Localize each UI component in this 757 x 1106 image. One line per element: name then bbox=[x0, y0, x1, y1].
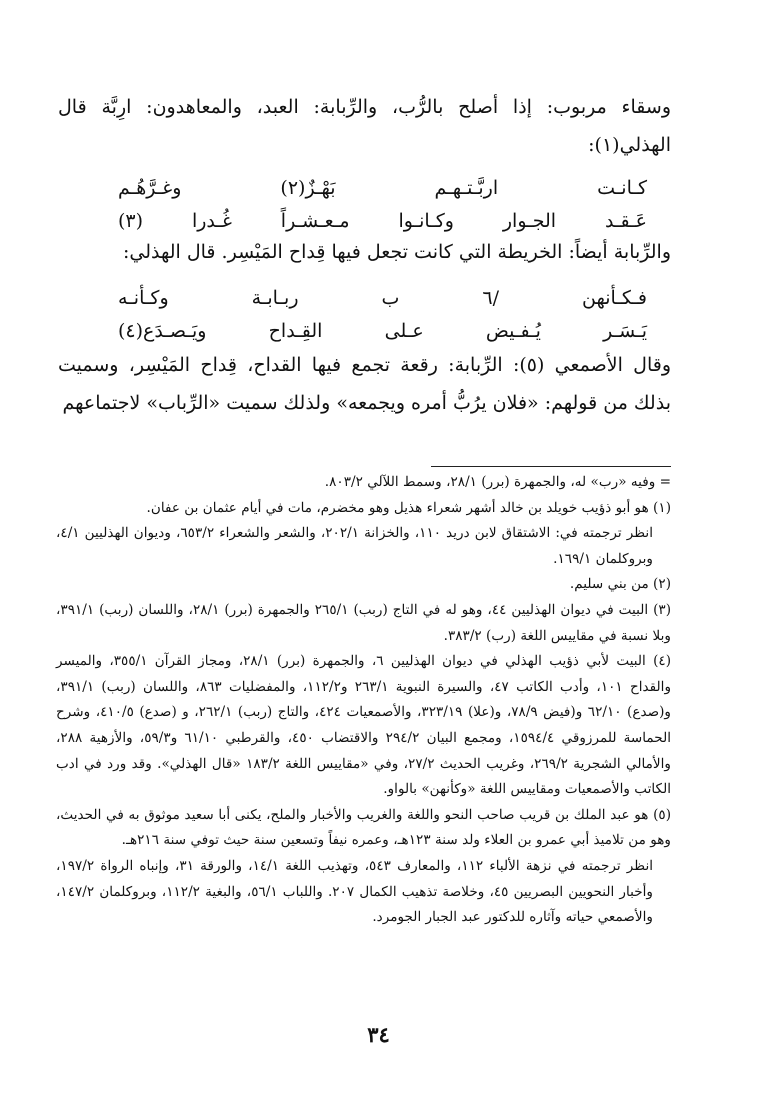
footnote-1-sources: انظر ترجمته في: الاشتقاق لابن دريد ١١٠، والخزانة ٢٠٢/١، والشعر والشعراء ٦٥٣/٢، وديوان الهذليين ٤/١، وبروكلمان ١٦٩/١. bbox=[56, 525, 653, 567]
verse-word: بَهْـزٌ(٢) bbox=[280, 177, 336, 199]
footnote-2: (٢) من بني سليم. bbox=[569, 576, 671, 593]
verse-word: ب bbox=[381, 287, 400, 309]
footnote-separator bbox=[431, 466, 671, 467]
verse-word: وكـأنـه bbox=[118, 287, 169, 309]
verse-word: فـكـأنهن bbox=[581, 287, 647, 309]
page-number: ٣٤ bbox=[367, 1022, 390, 1047]
verse-word: وغـرَّهُـم bbox=[118, 177, 182, 199]
body-paragraph-1: وسقاء مربوب: إذا أصلح بالرُّب، والرِّبابة: العبد، والمعاهدون: ارِبَّة قال الهذلي(١): bbox=[58, 96, 671, 156]
footnote-5-sources: انظر ترجمته في نزهة الألباء ١١٢، والمعارف ٥٤٣، وتهذيب اللغة ١٤/١، والورقة ٣١، وإنباه الرواة ١٩٧/٢، وأخبار النحويين البصريين ٤٥، وخلاصة تذهيب الكمال ٢٠٧. واللباب ٥٦/١، والبغية ١١٢/٢، وبروكلمان ١٤٧/٢، والأصمعي حياته وآثاره للدكتور عبد الجبار الجومرد. bbox=[56, 857, 653, 926]
footnote-5: (٥) هو عبد الملك بن قريب صاحب النحو واللغة والغريب والأخبار والملح، يكنى أبا سعيد موثوق به في الحديث، وهو من تلاميذ أبي عمرو بن العلاء ولد سنة ١٢٣هـ، وعمره نيفاً وتسعين سنة حيث توفي سنة ٢١٦هـ. bbox=[56, 806, 671, 849]
footnote-4: (٤) البيت لأبي ذؤيب الهذلي في ديوان الهذليين ٦، والجمهرة (برر) ٢٨/١، ومجاز القرآن ٣٥٥/١، والميسر والقداح ١٠١، وأدب الكاتب ٤٧، والسيرة النبوية ٢٦٣/١ و١١٢/٢، والمفضليات ٨٦٣، واللسان (ربب) ٣٩١/١، و(صدع) ٦٢/١٠ و(فيض ٧٨/٩، و(علا) ٣٢٣/١٩، والأصمعيات ٤٢٤، والتاج (ربب) ٢٦٢/١، و (صدع) ٤١٠/٥، وشرح الحماسة للمرزوقي ١٥٩٤/٤، ومجمع البيان ٢٩٤/٢ والاقتضاب ٤٥٠، والقرطبي ٦١/١٠ و٥٩/٣، والأزهية ٢٨٨، والأمالي الشجرية ٢٦٩/٢، وغريب الحديث ٢٧/٢، وفي «مقاييس اللغة ١٨٣/٢ «قال الهذلي». وقد ورد في ادب الكاتب والأصمعيات ومقاييس اللغة «وكأنهن» بالواو. bbox=[56, 653, 672, 798]
footnotes bbox=[56, 452, 671, 931]
verse-word: اربَّـتـهـم bbox=[434, 177, 499, 199]
verse-word: /٦ bbox=[482, 287, 499, 309]
body-paragraph-2: والرِّبابة أيضاً: الخريطة التي كانت تجعل فيها قِداح المَيْسِر. قال الهذلي: bbox=[122, 241, 671, 263]
footnote-3: (٣) البيت في ديوان الهذليين ٤٤، وهو له في التاج (ربب) ٢٦٥/١ والجمهرة (برر) ٢٨/١، واللسان (ربب) ٣٩١/١، وبلا نسبة في مقاييس اللغة (رب) ٣٨٣/٢. bbox=[56, 601, 672, 644]
body-paragraph-3: وقال الأصمعي (٥): الرِّبابة: رقعة تجمع فيها القداح، قِداح المَيْسِر، وسميت بذلك من قولهم: «فلان يرُبُّ أمره ويجمعه» ولذلك سميت «الرِّباب» لاجتماعهم bbox=[58, 354, 671, 414]
verse-1-hemistich-1 bbox=[118, 172, 647, 205]
verse-2-hemistich-1 bbox=[118, 282, 647, 315]
verse-word: كـانـت bbox=[597, 177, 647, 199]
footnote-1: (١) هو أبو ذؤيب خويلد بن خالد أشهر شعراء هذيل وهو مخضرم، مات في أيام عثمان بن عفان. bbox=[146, 499, 671, 516]
verse-1-hemistich-2: عَـقـد الجـوار وكـانـوا مـعـشـراً غُـدرا (٣) bbox=[118, 210, 647, 232]
verse-2-hemistich-2: يَـسَـر يُـفـيض عـلى القِـداح ويَـصـدَع(٤) bbox=[118, 320, 647, 342]
verse-2 bbox=[118, 282, 647, 348]
verse-word: ربـابـة bbox=[251, 287, 299, 309]
footnote-continuation: = وفيه «رب» له، والجمهرة (برر) ٢٨/١، وسمط اللآلي ٨٠٣/٢. bbox=[324, 474, 671, 490]
verse-1 bbox=[118, 172, 647, 238]
